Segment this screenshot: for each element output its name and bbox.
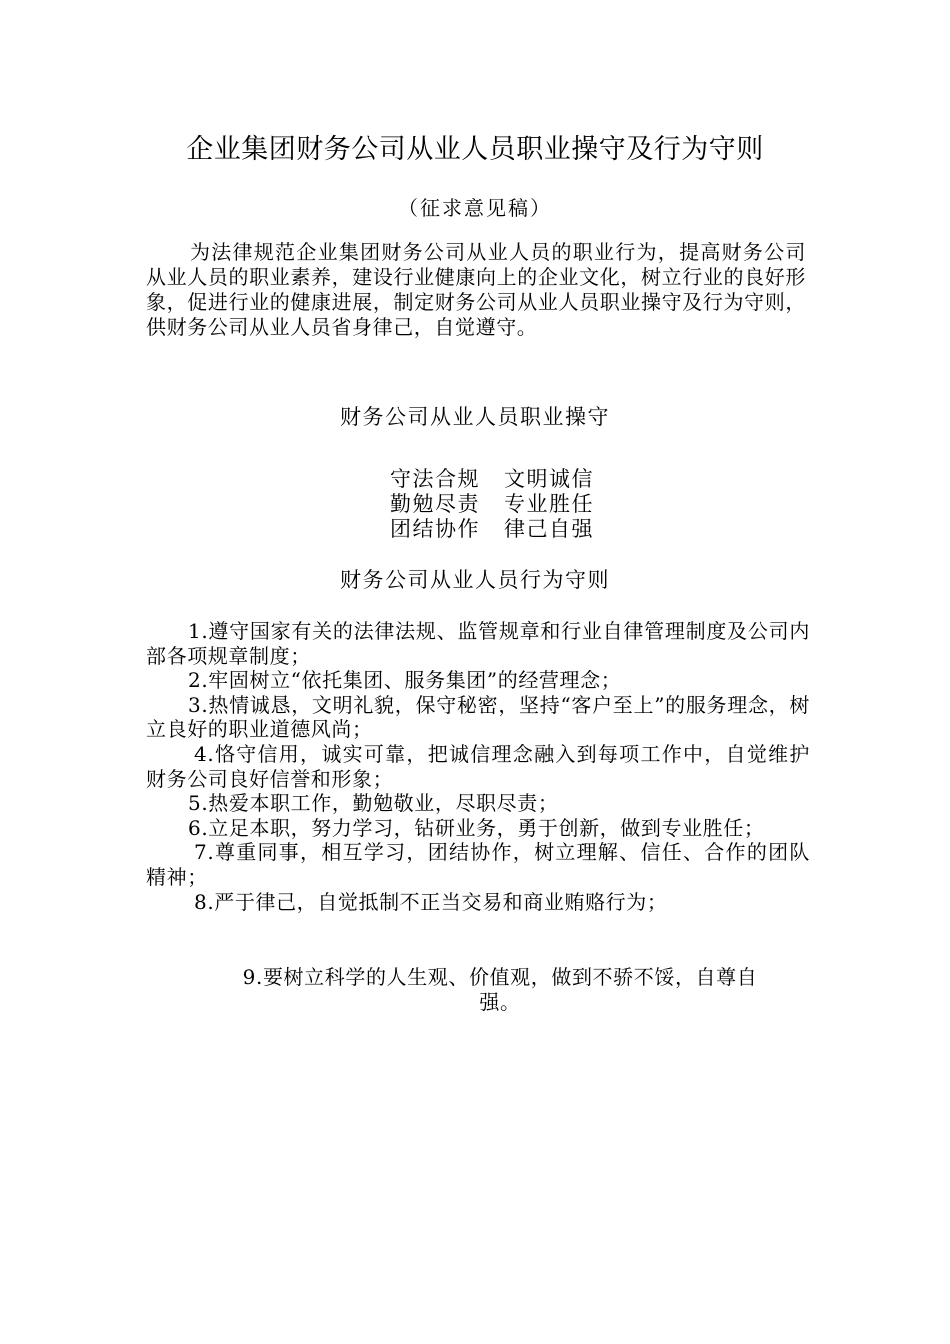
principle-row bbox=[390, 517, 690, 542]
rule-item: 2.牢固树立“依托集团、服务集团”的经营理念； bbox=[188, 668, 622, 693]
ethics-heading: 财务公司从业人员职业操守 bbox=[340, 405, 610, 429]
conduct-rules bbox=[146, 619, 810, 914]
principle-item: 守法合规 bbox=[390, 467, 480, 491]
rule-9-line: 9.要树立科学的人生观、价值观，做到不骄不馁，自尊自 bbox=[242, 965, 758, 989]
principle-row bbox=[390, 467, 690, 492]
principle-item: 文明诚信 bbox=[504, 467, 594, 491]
document-subtitle: （征求意见稿） bbox=[398, 196, 552, 220]
rule-item: 7.尊重同事，相互学习，团结协作，树立理解、信任、合作的团队精神； bbox=[146, 840, 810, 889]
conduct-heading: 财务公司从业人员行为守则 bbox=[340, 568, 610, 592]
rule-item: 3.热情诚恳，文明礼貌，保守秘密，坚持“客户至上”的服务理念，树立良好的职业道德风尚； bbox=[146, 692, 810, 742]
rule-item: 1.遵守国家有关的法律法规、监管规章和行业自律管理制度及公司内部各项规章制度； bbox=[146, 619, 810, 668]
principle-item: 专业胜任 bbox=[504, 492, 594, 516]
rule-9-line: 强。 bbox=[479, 990, 521, 1014]
document-title: 企业集团财务公司从业人员职业操守及行为守则 bbox=[186, 134, 764, 165]
rule-item-9 bbox=[190, 965, 810, 1015]
principle-item: 勤勉尽责 bbox=[390, 492, 480, 516]
rule-item: 8.严于律己，自觉抵制不正当交易和商业贿赂行为； bbox=[194, 889, 668, 914]
principle-item: 团结协作 bbox=[390, 517, 480, 541]
ethics-principles bbox=[390, 467, 690, 542]
rule-item: 5.热爱本职工作，勤勉敬业，尽职尽责； bbox=[188, 791, 559, 816]
rule-item: 6.立足本职，努力学习，钻研业务，勇于创新，做到专业胜任； bbox=[188, 815, 765, 840]
principle-item: 律己自强 bbox=[504, 517, 594, 541]
intro-paragraph: 为法律规范企业集团财务公司从业人员的职业行为，提高财务公司从业人员的职业素养，建设行业健康向上的企业文化，树立行业的良好形象，促进行业的健康进展，制定财务公司从业人员职业操守及行为守则，供财务公司从业人员省身律己，自觉遵守。 bbox=[146, 240, 806, 339]
rule-item: 4.恪守信用，诚实可靠，把诚信理念融入到每项工作中，自觉维护财务公司良好信誉和形象； bbox=[146, 741, 810, 791]
principle-row bbox=[390, 492, 690, 517]
